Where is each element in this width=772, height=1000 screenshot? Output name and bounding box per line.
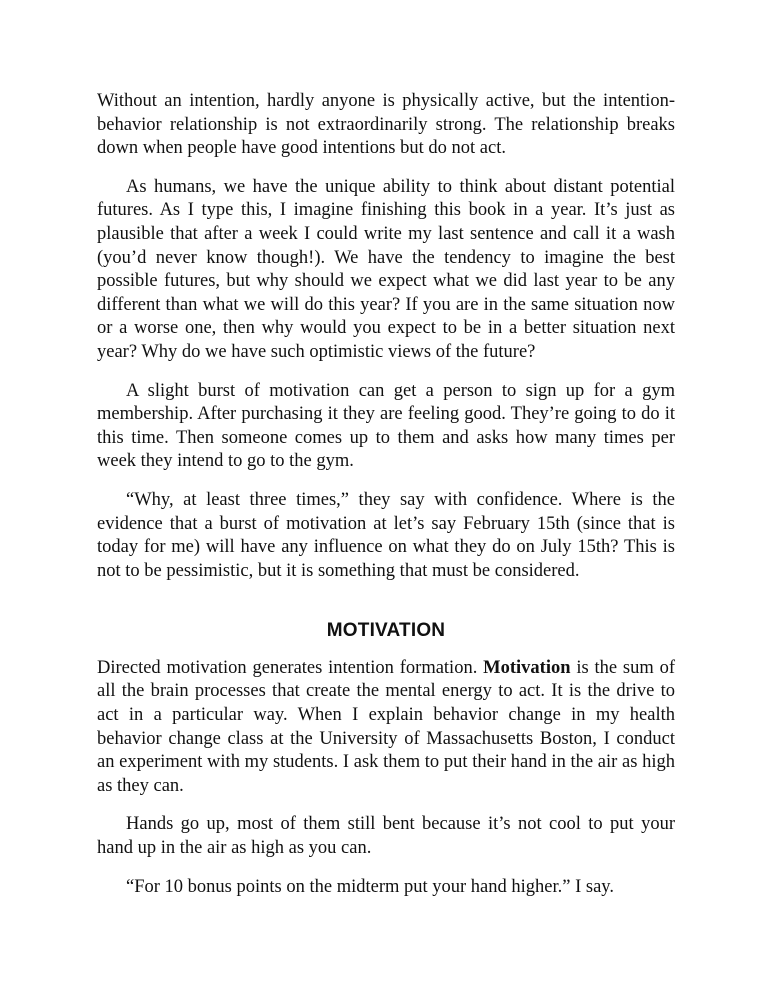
- book-page: [97, 90, 675, 914]
- paragraph-three-times: “Why, at least three times,” they say with confidence. Where is the evidence that a burst of motivation at let’s say February 15th (since that is today for me) will have any influence on what they do on July 15th? This is not to be pessimistic, but it is something that must be considered.: [97, 489, 675, 581]
- motivation-term: Motivation: [483, 657, 571, 678]
- motivation-text-after: is the sum of all the brain processes that create the mental energy to act. It is the drive to act in a particular way. When I explain behavior change in my health behavior change class at the University of Massachusetts Boston, I conduct an experiment with my students. I ask them to put their hand in the air as high as they can.: [97, 657, 675, 796]
- paragraph-bonus-points: “For 10 bonus points on the midterm put your hand higher.” I say.: [126, 876, 614, 897]
- paragraph-motivation-definition: [97, 657, 675, 799]
- paragraph-gym-membership: A slight burst of motivation can get a person to sign up for a gym membership. After purchasing it they are feeling good. They’re going to do it this time. Then someone comes up to them and asks how many times per week they intend to go to the gym.: [97, 380, 675, 472]
- paragraph-intention-behavior: Without an intention, hardly anyone is physically active, but the intention-behavior relationship is not extraordinarily strong. The relationship breaks down when people have good intentions but do not act.: [97, 91, 675, 159]
- section-heading: MOTIVATION: [326, 620, 446, 642]
- motivation-text-before: Directed motivation generates intention formation.: [97, 657, 484, 678]
- paragraph-hands-go-up: Hands go up, most of them still bent because it’s not cool to put your hand up in the air as high as you can.: [97, 814, 675, 859]
- paragraph-distant-futures: As humans, we have the unique ability to think about distant potential futures. As I type this, I imagine finishing this book in a year. It’s just as plausible that after a week I could write my last sentence and call it a wash (you’d never know though!). We have the tendency to imagine the best possible futures, but why should we expect what we did last year to be any different than what we will do this year? If you are in the same situation now or a worse one, then why would you expect to be in a better situation next year? Why do we have such optimistic views of the future?: [97, 176, 675, 362]
